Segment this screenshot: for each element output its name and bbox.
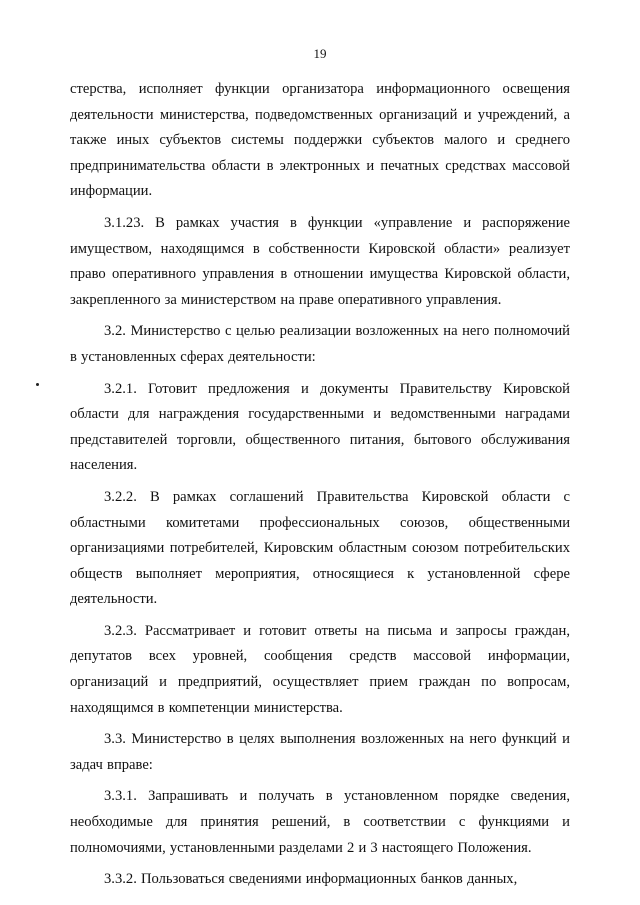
paragraph-3-2-1: 3.2.1. Готовит предложения и документы Правительству Кировской области для награждения государственными и ведомственными наградами представителей торговли, общественного питания, бытового обслуживания населения. (70, 380, 570, 474)
paragraph-continuation: стерства, исполняет функции организатора информационного освещения деятельности министерства, подведомственных организаций и учреждений, а также иных субъектов системы поддержки субъектов малого и среднего предпринимательства области в электронных и печатных средствах массовой информации. (70, 81, 570, 200)
page-number: 19 (313, 46, 327, 61)
paragraph-3-3-2: 3.3.2. Пользоваться сведениями информационных банков данных, (104, 871, 518, 888)
paragraph-3-1-23: 3.1.23. В рамках участия в функции «управление и распоряжение имуществом, находящимся в собственности Кировской области» реализует право оперативного управления в отношении имущества Кировской области, закрепленного за министерством на праве оперативного управления. (70, 214, 570, 308)
paragraph-3-3: 3.3. Министерство в целях выполнения возложенных на него функций и задач вправе: (70, 731, 570, 773)
margin-dot (36, 383, 39, 386)
paragraph-3-2-3: 3.2.3. Рассматривает и готовит ответы на письма и запросы граждан, депутатов всех уровней, сообщения средств массовой информации, организаций и предприятий, осуществляет прием граждан по вопросам, находящимся в компетенции министерства. (70, 622, 570, 716)
document-body (70, 77, 570, 893)
paragraph-3-3-1: 3.3.1. Запрашивать и получать в установленном порядке сведения, необходимые для принятия решений, в соответствии с функциями и полномочиями, установленными разделами 2 и 3 настоящего Положения. (70, 788, 570, 856)
paragraph-3-2: 3.2. Министерство с целью реализации возложенных на него полномочий в установленных сферах деятельности: (70, 323, 570, 365)
paragraph-3-2-2: 3.2.2. В рамках соглашений Правительства Кировской области с областными комитетами профессиональных союзов, общественными организациями потребителей, Кировским областным союзом потребительских обществ выполняет мероприятия, относящиеся к установленной сфере деятельности. (70, 488, 570, 608)
